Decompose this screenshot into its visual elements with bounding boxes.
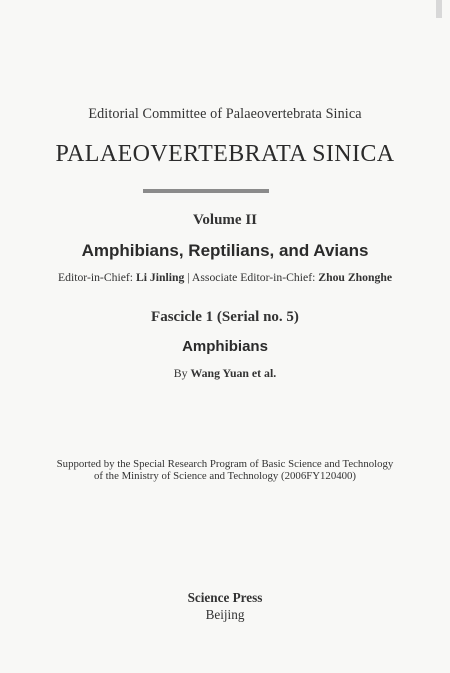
publisher-city: Beijing <box>205 607 245 622</box>
associate-editor-name: Zhou Zhonghe <box>318 271 393 284</box>
publisher-name: Science Press <box>187 590 263 605</box>
editor-separator: | <box>184 271 192 284</box>
editor-in-chief-name: Li Jinling <box>135 271 185 284</box>
volume-label: Volume II <box>192 212 258 228</box>
support-line-1: Supported by the Special Research Program of Basic Science and Technology <box>56 458 394 470</box>
page-edge-mark <box>436 0 442 18</box>
associate-editor-label: Associate Editor-in-Chief: <box>191 271 319 284</box>
support-statement <box>0 458 450 482</box>
author-prefix: By <box>173 366 191 380</box>
support-line-2: of the Ministry of Science and Technology (2006FY120400) <box>93 470 357 482</box>
editors-line <box>0 271 450 284</box>
volume-subtitle: Amphibians, Reptilians, and Avians <box>81 241 369 260</box>
title-divider <box>143 189 269 193</box>
editor-in-chief-label: Editor-in-Chief: <box>57 271 136 284</box>
author-line <box>0 366 450 381</box>
series-title: PALAEOVERTEBRATA SINICA <box>55 141 395 167</box>
author-name: Wang Yuan et al. <box>190 366 277 380</box>
editorial-committee: Editorial Committee of Palaeovertebrata Sinica <box>88 106 362 122</box>
fascicle-title: Amphibians <box>182 338 268 355</box>
fascicle-label: Fascicle 1 (Serial no. 5) <box>151 309 299 325</box>
